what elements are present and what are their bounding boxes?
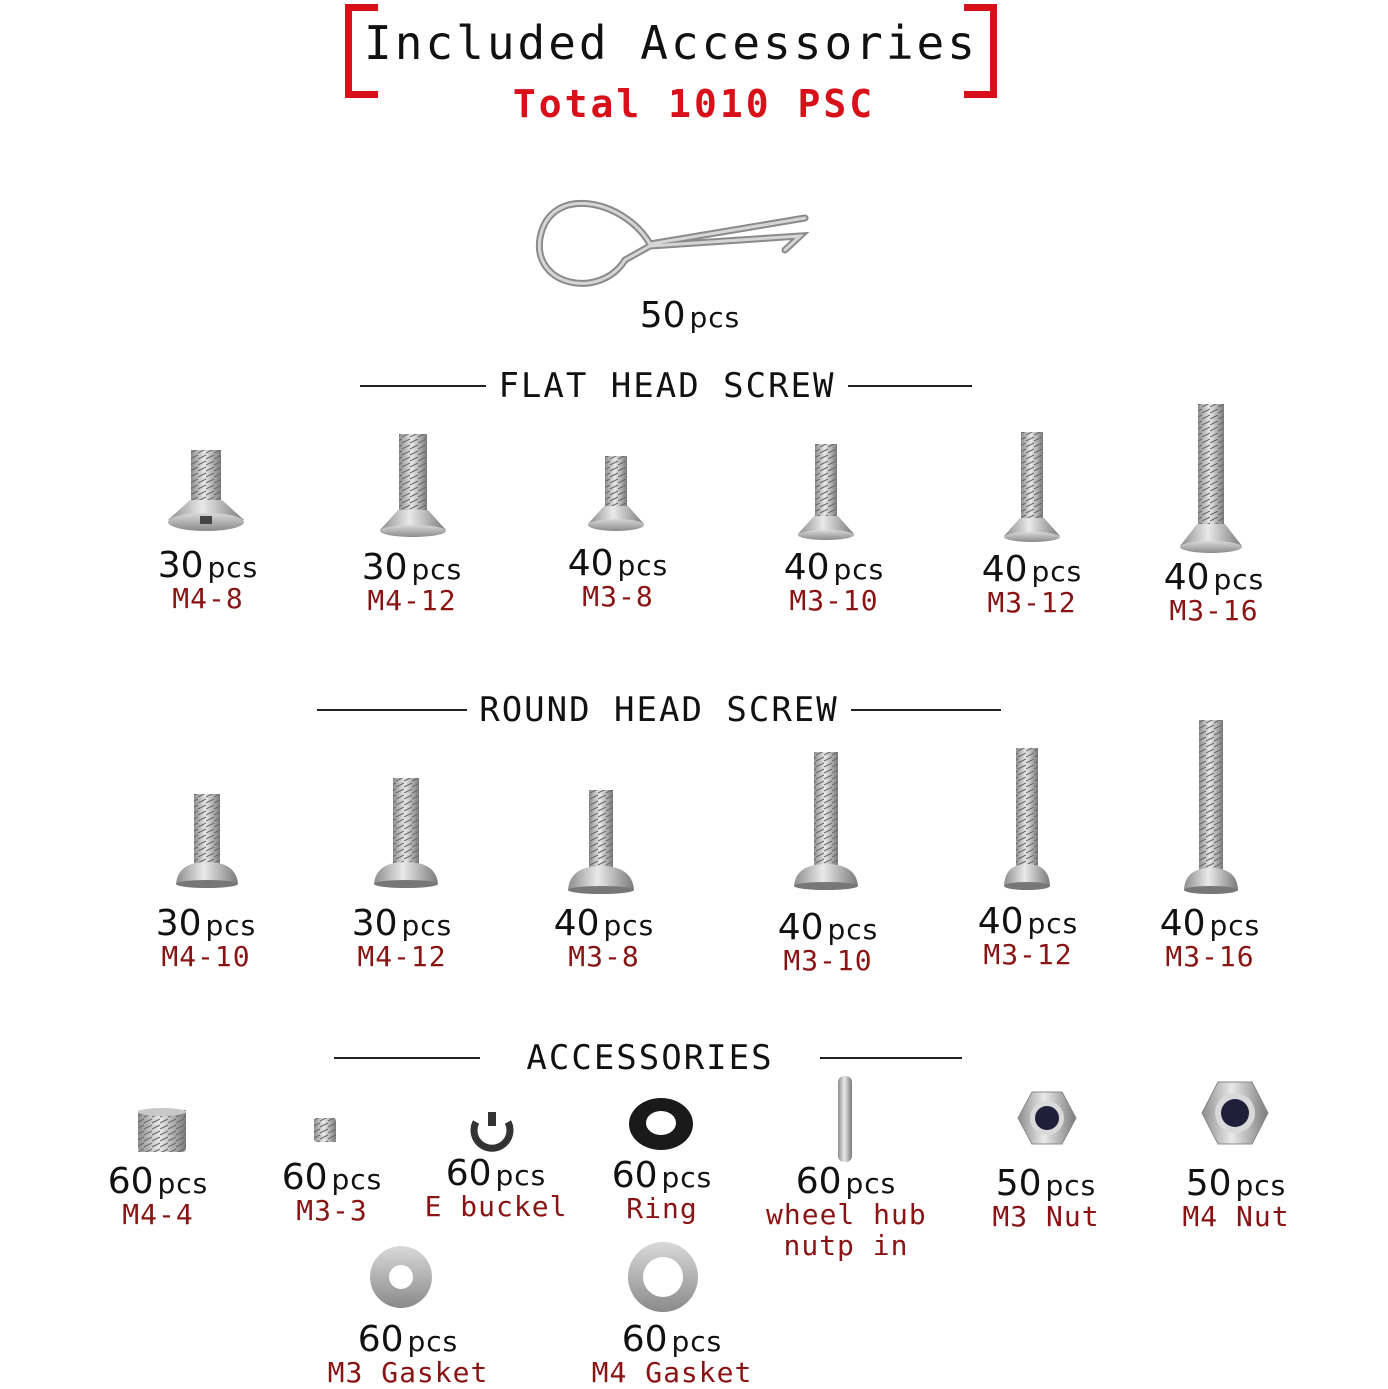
item-qty: 40 pcs: [783, 547, 885, 588]
acc-item: [582, 1155, 742, 1225]
item-qty: 30 pcs: [155, 903, 257, 944]
item-qty: 60 pcs: [611, 1155, 713, 1196]
r-clip-item: [590, 295, 790, 336]
item-size: wheel hub: [766, 1198, 927, 1231]
round-item: [1130, 903, 1290, 973]
round-item: [322, 903, 482, 973]
item-size: M4-12: [367, 584, 457, 617]
flat-screw-m3-8-image: [586, 454, 646, 534]
flat-item: [1134, 557, 1294, 627]
acc-item: [766, 1161, 927, 1262]
e-clip-image: [466, 1108, 518, 1154]
round-screw-m3-10-image: [792, 750, 860, 892]
set-screw-m4-4-image: [136, 1106, 188, 1156]
item-qty: 60 pcs: [281, 1157, 383, 1198]
item-size-line2: nutp in: [783, 1228, 909, 1262]
round-screw-m4-10-image: [174, 792, 240, 890]
round-screw-m3-12-image: [1002, 746, 1052, 892]
item-qty: 60 pcs: [445, 1153, 547, 1194]
item-qty: 40 pcs: [567, 543, 669, 584]
flat-item: [538, 543, 698, 613]
item-qty: 60 pcs: [795, 1161, 897, 1202]
r-clip-qty: 50 pcs: [639, 295, 741, 336]
item-size: M3 Nut: [992, 1200, 1100, 1233]
item-size: M3-12: [983, 938, 1073, 971]
item-size: E buckel: [424, 1190, 568, 1223]
flat-screw-m4-12-image: [378, 432, 448, 538]
section-round-head: [306, 690, 1012, 730]
item-size: M3-3: [296, 1194, 368, 1227]
round-screw-m4-12-image: [372, 776, 440, 890]
acc-item: [252, 1157, 412, 1227]
item-size: Ring: [626, 1192, 698, 1225]
item-qty: 30 pcs: [157, 545, 259, 586]
item-size: M4-4: [122, 1198, 194, 1231]
round-screw-m3-16-image: [1182, 718, 1240, 896]
section-accessories: [318, 1038, 978, 1078]
round-item: [948, 901, 1108, 971]
divider-line: [851, 709, 1001, 711]
flat-screw-m4-8-image: [166, 448, 246, 532]
item-size: M3-8: [582, 580, 654, 613]
round-item: [126, 903, 286, 973]
acc-item: [416, 1153, 576, 1223]
r-clip-image: [530, 188, 820, 308]
acc-item: [966, 1163, 1126, 1233]
item-qty: 40 pcs: [977, 901, 1079, 942]
item-qty: 30 pcs: [361, 547, 463, 588]
section-flat-head: [360, 366, 972, 406]
item-size: M3 Gasket: [327, 1356, 489, 1389]
page-title: Included Accessories: [364, 16, 978, 70]
item-size: M3-10: [789, 584, 879, 617]
item-qty: 40 pcs: [1163, 557, 1265, 598]
acc-item: [318, 1319, 498, 1389]
item-size: M3-8: [568, 940, 640, 973]
divider-line: [848, 385, 973, 387]
item-size: M3-10: [783, 944, 873, 977]
hub-pin-image: [834, 1074, 856, 1164]
acc-item: [1156, 1163, 1316, 1233]
round-screw-m3-8-image: [566, 788, 636, 896]
divider-line: [820, 1057, 962, 1059]
divider-line: [317, 709, 467, 711]
item-qty: 40 pcs: [553, 903, 655, 944]
set-screw-m3-3-image: [312, 1116, 338, 1144]
divider-line: [334, 1057, 480, 1059]
flat-item: [754, 547, 914, 617]
flat-screw-m3-12-image: [1002, 430, 1062, 546]
divider-line: [360, 385, 486, 387]
o-ring-image: [626, 1096, 696, 1152]
item-size: M4 Gasket: [591, 1356, 753, 1389]
acc-item: [78, 1161, 238, 1231]
section-flat-head-label: FLAT HEAD SCREW: [498, 366, 836, 406]
item-qty: 60 pcs: [357, 1319, 459, 1360]
m4-nut-image: [1200, 1080, 1270, 1146]
flat-item: [952, 549, 1112, 619]
item-qty: 40 pcs: [1159, 903, 1261, 944]
item-qty: 50 pcs: [995, 1163, 1097, 1204]
item-qty: 50 pcs: [1185, 1163, 1287, 1204]
item-qty: 30 pcs: [351, 903, 453, 944]
item-qty: 60 pcs: [621, 1319, 723, 1360]
m4-gasket-image: [626, 1240, 700, 1314]
item-size: M3-16: [1169, 594, 1259, 627]
item-size: M4-12: [357, 940, 447, 973]
header-title-box: [345, 0, 997, 88]
flat-screw-m3-10-image: [796, 442, 856, 542]
acc-item: [582, 1319, 762, 1389]
item-size: M3-12: [987, 586, 1077, 619]
item-qty: 40 pcs: [777, 907, 879, 948]
round-item: [748, 907, 908, 977]
item-size: M4-8: [172, 582, 244, 615]
m3-nut-image: [1016, 1090, 1078, 1146]
flat-item: [128, 545, 288, 615]
m3-gasket-image: [368, 1244, 434, 1310]
item-size: M3-16: [1165, 940, 1255, 973]
flat-item: [332, 547, 492, 617]
section-round-head-label: ROUND HEAD SCREW: [479, 690, 839, 730]
page-subtitle: Total 1010 PSC: [512, 82, 876, 126]
item-qty: 60 pcs: [107, 1161, 209, 1202]
flat-screw-m3-16-image: [1178, 402, 1244, 556]
item-qty: 40 pcs: [981, 549, 1083, 590]
item-size: M4-10: [161, 940, 251, 973]
item-size: M4 Nut: [1182, 1200, 1290, 1233]
section-accessories-label: ACCESSORIES: [526, 1038, 774, 1078]
round-item: [524, 903, 684, 973]
